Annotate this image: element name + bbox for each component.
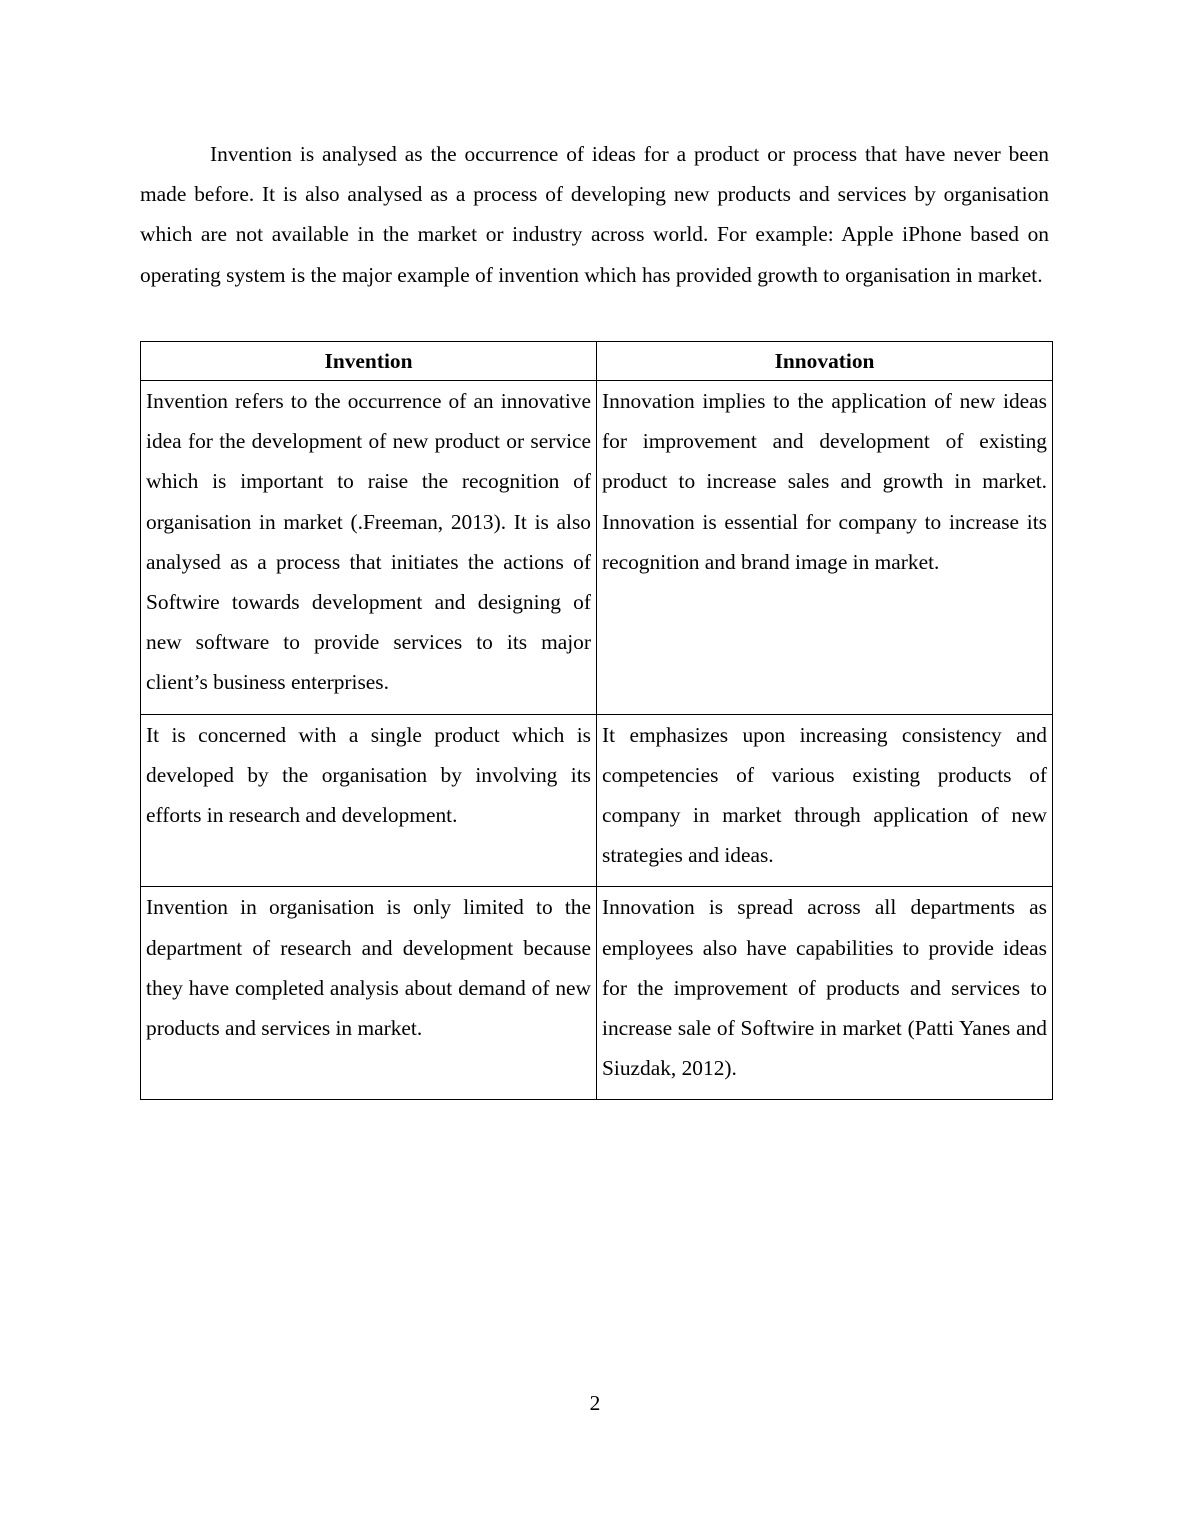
innovation-cell: Innovation is spread across all departments as employees also have capabilities to provide ideas for the improvement of products and services to increase sale of Softwire in market (Patti Yanes and Siuzdak, 2012).: [597, 887, 1053, 1100]
header-innovation: Innovation: [597, 342, 1053, 381]
table-row: [141, 381, 1053, 715]
table-row: [141, 714, 1053, 887]
innovation-cell: Innovation implies to the application of new ideas for improvement and development of existing product to increase sales and growth in market. Innovation is essential for company to increase its recognition and brand image in market.: [597, 381, 1053, 715]
invention-cell: Invention refers to the occurrence of an innovative idea for the development of new product or service which is important to raise the recognition of organisation in market (.Freeman, 2013). It is also analysed as a process that initiates the actions of Softwire towards development and designing of new software to provide services to its major client’s business enterprises.: [141, 381, 597, 715]
invention-cell: Invention in organisation is only limited to the department of research and development because they have completed analysis about demand of new products and services in market.: [141, 887, 597, 1100]
intro-paragraph: Invention is analysed as the occurrence of ideas for a product or process that have never been made before. It is also analysed as a process of developing new products and services by organisation which are not available in the market or industry across world. For example: Apple iPhone based on operating system is the major example of invention which has provided growth to organisation in market.: [140, 142, 1049, 287]
table-row: [141, 887, 1053, 1100]
header-invention: Invention: [141, 342, 597, 381]
comparison-table: [140, 341, 1053, 1100]
invention-cell: It is concerned with a single product which is developed by the organisation by involving its efforts in research and development.: [141, 714, 597, 887]
table-header-row: [141, 342, 1053, 381]
innovation-cell: It emphasizes upon increasing consistency and competencies of various existing products of company in market through application of new strategies and ideas.: [597, 714, 1053, 887]
page-number: 2: [589, 1391, 601, 1415]
